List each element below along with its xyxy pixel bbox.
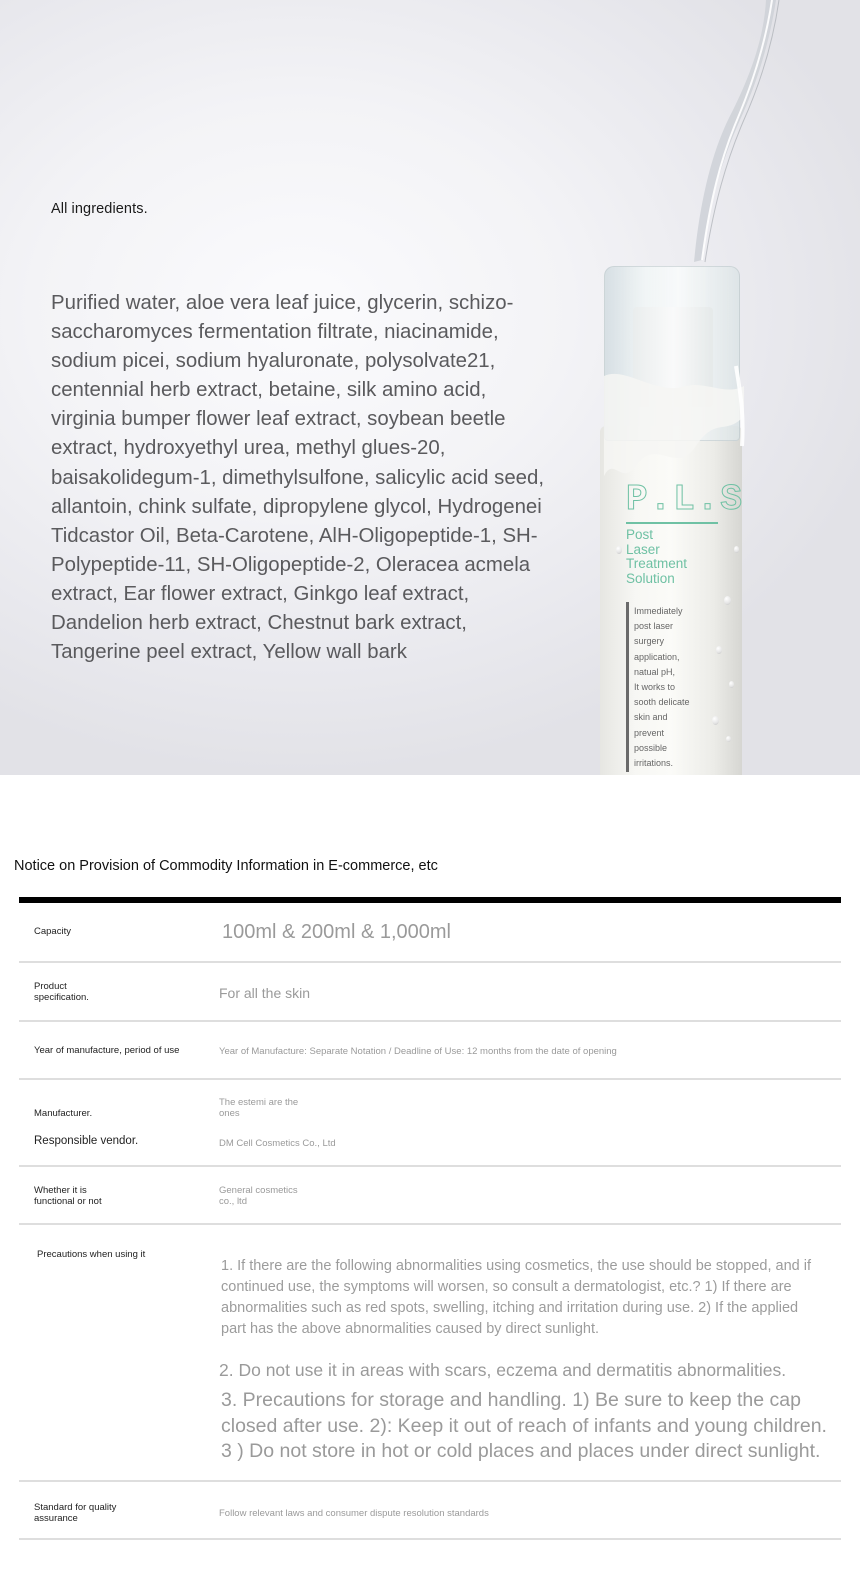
product-subtitle: Post Laser Treatment Solution: [626, 527, 688, 586]
claim-divider: [626, 602, 629, 772]
ingredients-heading: All ingredients.: [51, 201, 148, 217]
ingredients-list: Purified water, aloe vera leaf juice, glycerin, schizo-saccharomyces fermentation filtrate, niacinamide, sodium picei, sodium hyaluronate, polysolvate21, centennial herb extract, betaine, silk amino acid, virginia bumper flower leaf extract, soybean beetle extract, hydroxyethyl urea, methyl glues-20, baisakolidegum-1, dimethylsulfone, salicylic acid seed, allantoin, chink sulfate, dipropylene glycol, Hydrogenei Tidcastor Oil, Beta-Carotene, AlH-Oligopeptide-1, SH-Polypeptide-11, SH-Oligopeptide-2, Oleracea acmela extract, Ear flower extract, Ginkgo leaf extract, Dandelion herb extract, Chestnut bark extract, Tangerine peel extract, Yellow wall bark: [51, 292, 545, 664]
precaution-paragraph-3: 3. Precautions for storage and handling. 1) Be sure to keep the cap closed after use. 2): Keep it out of reach of infants and young children. 3 ) Do not store in hot or cold places and places under direct sunlight.: [221, 1389, 827, 1462]
row-value: General cosmetics co., ltd: [219, 1185, 298, 1207]
water-drop-icon: [712, 716, 719, 725]
table-row-precautions: [19, 1225, 841, 1481]
table-row-capacity: [19, 903, 841, 962]
row-label: Product specification.: [34, 981, 89, 1003]
precaution-paragraph-1: 1. If there are the following abnormalities using cosmetics, the use should be stopped, and if continued use, the symptoms will worsen, so consult a dermatologist, etc.? 1) If there are abnormalities such as red spots, swelling, itching and irritation during use. 2) If the applied part has the above abnormalities caused by direct sunlight.: [221, 1258, 812, 1337]
precaution-paragraph-2: 2. Do not use it in areas with scars, eczema and dermatitis abnormalities.: [219, 1360, 787, 1380]
row-value: For all the skin: [219, 985, 311, 1001]
row-label: Precautions when using it: [37, 1249, 146, 1260]
notice-title: Notice on Provision of Commodity Information in E-commerce, etc: [14, 858, 438, 874]
water-drop-icon: [724, 596, 731, 605]
table-row-quality: [19, 1482, 841, 1539]
row-value: 100ml & 200ml & 1,000ml: [222, 921, 452, 943]
row-value: Follow relevant laws and consumer dispute resolution standards: [219, 1508, 489, 1519]
row-label: Whether it is functional or not: [34, 1185, 102, 1207]
table-row-functional: [19, 1167, 841, 1224]
ingredients-hero: [0, 0, 860, 775]
vendor-value: DM Cell Cosmetics Co., Ltd: [219, 1138, 336, 1149]
product-bottle-image: [596, 266, 748, 775]
water-drop-icon: [734, 546, 739, 553]
product-claim: Immediately post laser surgery application, natual pH, It works to sooth delicate skin and prevent possible irritations.: [634, 606, 690, 769]
water-drop-icon: [716, 646, 722, 654]
water-stream-image: [680, 0, 790, 280]
water-drop-icon: [729, 681, 734, 688]
vendor-label: Responsible vendor.: [34, 1135, 139, 1147]
row-value: Year of Manufacture: Separate Notation / Deadline of Use: 12 months from the date of opening: [219, 1046, 617, 1057]
row-label: Manufacturer.: [34, 1108, 93, 1119]
liquid-drip-image: [596, 356, 748, 556]
row-label: Standard for quality assurance: [34, 1502, 117, 1524]
brand-logo: P.L.S: [626, 479, 745, 520]
row-label: Year of manufacture, period of use: [34, 1045, 180, 1056]
water-drop-icon: [726, 736, 731, 742]
brand-underline: [626, 522, 718, 524]
row-value: The estemi are the ones: [219, 1097, 299, 1119]
row-divider: [19, 1538, 841, 1540]
water-drop-icon: [616, 546, 622, 554]
table-row-specification: [19, 963, 841, 1020]
table-row-manufacture-date: [19, 1022, 841, 1079]
row-label: Capacity: [34, 926, 71, 937]
table-row-manufacturer: [19, 1080, 841, 1166]
